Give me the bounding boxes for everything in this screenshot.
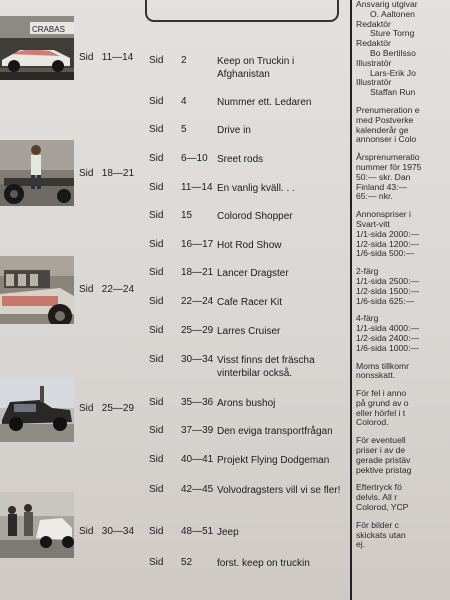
magazine-page: CRABAS Sid 11—14 Sid 18—21 Sid 22—24 Sid 25—29 Sid 30—34 Sid 2 Keep on Truckin i Afghanistan Sid 4 Nummer ett. Ledaren Sid 5 Drive in Sid 6—10 Sreet rods Sid 11—14 En vanlig kväll. . . Sid 15 Colorod Shopper Sid 16—17 Hot Rod Show Sid 18—21 Lancer Dragster Sid 22—24 Cafe Racer Kit Sid 25—29 Larres Cruiser Sid 30—34 Visst finns det fräscha vinterbilar också. Sid 35—36 Arons bushoj Sid 37—39 Den eviga transportfrågan Sid 40—41 Projekt Flying Dodgeman Sid 42—45 Volvodragsters vill vi se fler! Sid 48—51 Jeep Sid 52 forst. keep on truckin Ansvarig utgivar O. Aaltonen Redaktör Sture Torng Redaktör Bo Bertilsso Illustratör Lars-Erik Jo Illustratör Staffan Run Prenumeration e med Postverke kalenderår ge annonser i Colo Årsprenumeratio nummer för 1975 50:— skr. Dan Finland 43:— 65:— nkr. Annonspriser i Svart-vitt 1/1-sida 2000:— 1/2-sida 1200:— 1/6-sida 500:— 2-färg 1/1-sida 2500:— 1/2-sida 1500:— 1/6-sida 625:— 4-färg 1/1-sida 4000:— 1/2-sida 2400:— 1/6-sida 1000:— Moms tillkomr nonsskatt. För fel i anno på grund av o eller hörfel i t Colorod. För eventuell priser i av de gerade pristäv pektive pristag Eftertryck fö delvis. All r Colorod, YCP För bilder c skickats utan ej. bbox=[0, 0, 450, 600]
colophon-line: med Postverke bbox=[356, 114, 414, 125]
colophon-line: Eftertryck fö bbox=[356, 482, 402, 493]
colophon-line: 1/2-sida 1200:— bbox=[356, 238, 420, 249]
colophon-column bbox=[356, 0, 450, 600]
colophon-line: Årsprenumeratio bbox=[356, 152, 420, 163]
thumbnail-photo-cruiser-car bbox=[0, 378, 74, 442]
photo-caption-2: Sid 18—21 bbox=[79, 168, 135, 179]
colophon-line: Redaktör bbox=[356, 38, 391, 49]
colophon-line: Illustratör bbox=[356, 77, 392, 88]
colophon-line: För eventuell bbox=[356, 435, 406, 446]
colophon-line: gerade pristäv bbox=[356, 454, 411, 465]
thumbnail-photo-motorcycle bbox=[0, 256, 74, 324]
colophon-line: på grund av o bbox=[356, 397, 409, 408]
photo-caption-3: Sid 22—24 bbox=[79, 284, 135, 295]
colophon-line: 1/2-sida 1500:— bbox=[356, 285, 420, 296]
colophon-line: kalenderår ge bbox=[356, 124, 409, 135]
colophon-line: 1/1-sida 4000:— bbox=[356, 323, 420, 334]
colophon-line: nonsskatt. bbox=[356, 370, 396, 381]
colophon-line: Prenumeration e bbox=[356, 104, 420, 115]
colophon-line: 1/1-sida 2500:— bbox=[356, 275, 420, 286]
colophon-line: Staffan Run bbox=[370, 87, 416, 98]
colophon-line: Redaktör bbox=[356, 18, 391, 29]
colophon-line: 4-färg bbox=[356, 313, 379, 324]
colophon-line: 2-färg bbox=[356, 266, 379, 277]
colophon-line: 1/6-sida 625:— bbox=[356, 295, 415, 306]
colophon-line: 1/6-sida 1000:— bbox=[356, 342, 420, 353]
colophon-line: Lars-Erik Jo bbox=[370, 67, 416, 78]
colophon-line: eller hörfel i t bbox=[356, 407, 406, 418]
colophon-line: Svart-vitt bbox=[356, 218, 390, 229]
colophon-line: Sture Torng bbox=[370, 28, 415, 39]
colophon-line: För bilder c bbox=[356, 519, 399, 530]
thumbnail-photo-people-beetle bbox=[0, 492, 74, 558]
thumbnail-photo-driver-dragster bbox=[0, 140, 74, 206]
colophon-line: annonser i Colo bbox=[356, 134, 417, 145]
colophon-line: Moms tillkomr bbox=[356, 360, 409, 371]
colophon-line: 1/2-sida 2400:— bbox=[356, 332, 420, 343]
header-box-frame bbox=[145, 0, 339, 22]
colophon-line: Finland 43:— bbox=[356, 181, 408, 192]
colophon-line: pektive pristag bbox=[356, 464, 412, 475]
colophon-line: 1/6-sida 500:— bbox=[356, 248, 415, 259]
colophon-line: Bo Bertilsso bbox=[370, 47, 416, 58]
colophon-line: ej. bbox=[356, 539, 366, 550]
thumbnail-photo-dragster-shop bbox=[0, 16, 74, 80]
colophon-line: 50:— skr. Dan bbox=[356, 171, 411, 182]
colophon-line: O. Aaltonen bbox=[370, 8, 415, 19]
colophon-line: 65:— nkr. bbox=[356, 191, 393, 202]
colophon-line: nummer för 1975 bbox=[356, 161, 422, 172]
colophon-line: Colorod. bbox=[356, 417, 389, 428]
photo-caption-5: Sid 30—34 bbox=[79, 526, 135, 537]
photo-sign-text: CRABAS bbox=[32, 25, 65, 34]
colophon-line: delvis. All r bbox=[356, 492, 398, 503]
photo-caption-1: Sid 11—14 bbox=[79, 52, 134, 63]
colophon-line: Colorod, YCP bbox=[356, 502, 409, 513]
photo-caption-4: Sid 25—29 bbox=[79, 403, 135, 414]
colophon-line: Annonspriser i bbox=[356, 209, 411, 220]
colophon-line: Ansvarig utgivar bbox=[356, 0, 418, 9]
column-divider bbox=[350, 0, 352, 600]
colophon-line: skickats utan bbox=[356, 529, 406, 540]
colophon-line: Illustratör bbox=[356, 57, 392, 68]
colophon-line: 1/1-sida 2000:— bbox=[356, 228, 420, 239]
colophon-line: priser i av de bbox=[356, 445, 406, 456]
colophon-line: För fel i anno bbox=[356, 388, 407, 399]
